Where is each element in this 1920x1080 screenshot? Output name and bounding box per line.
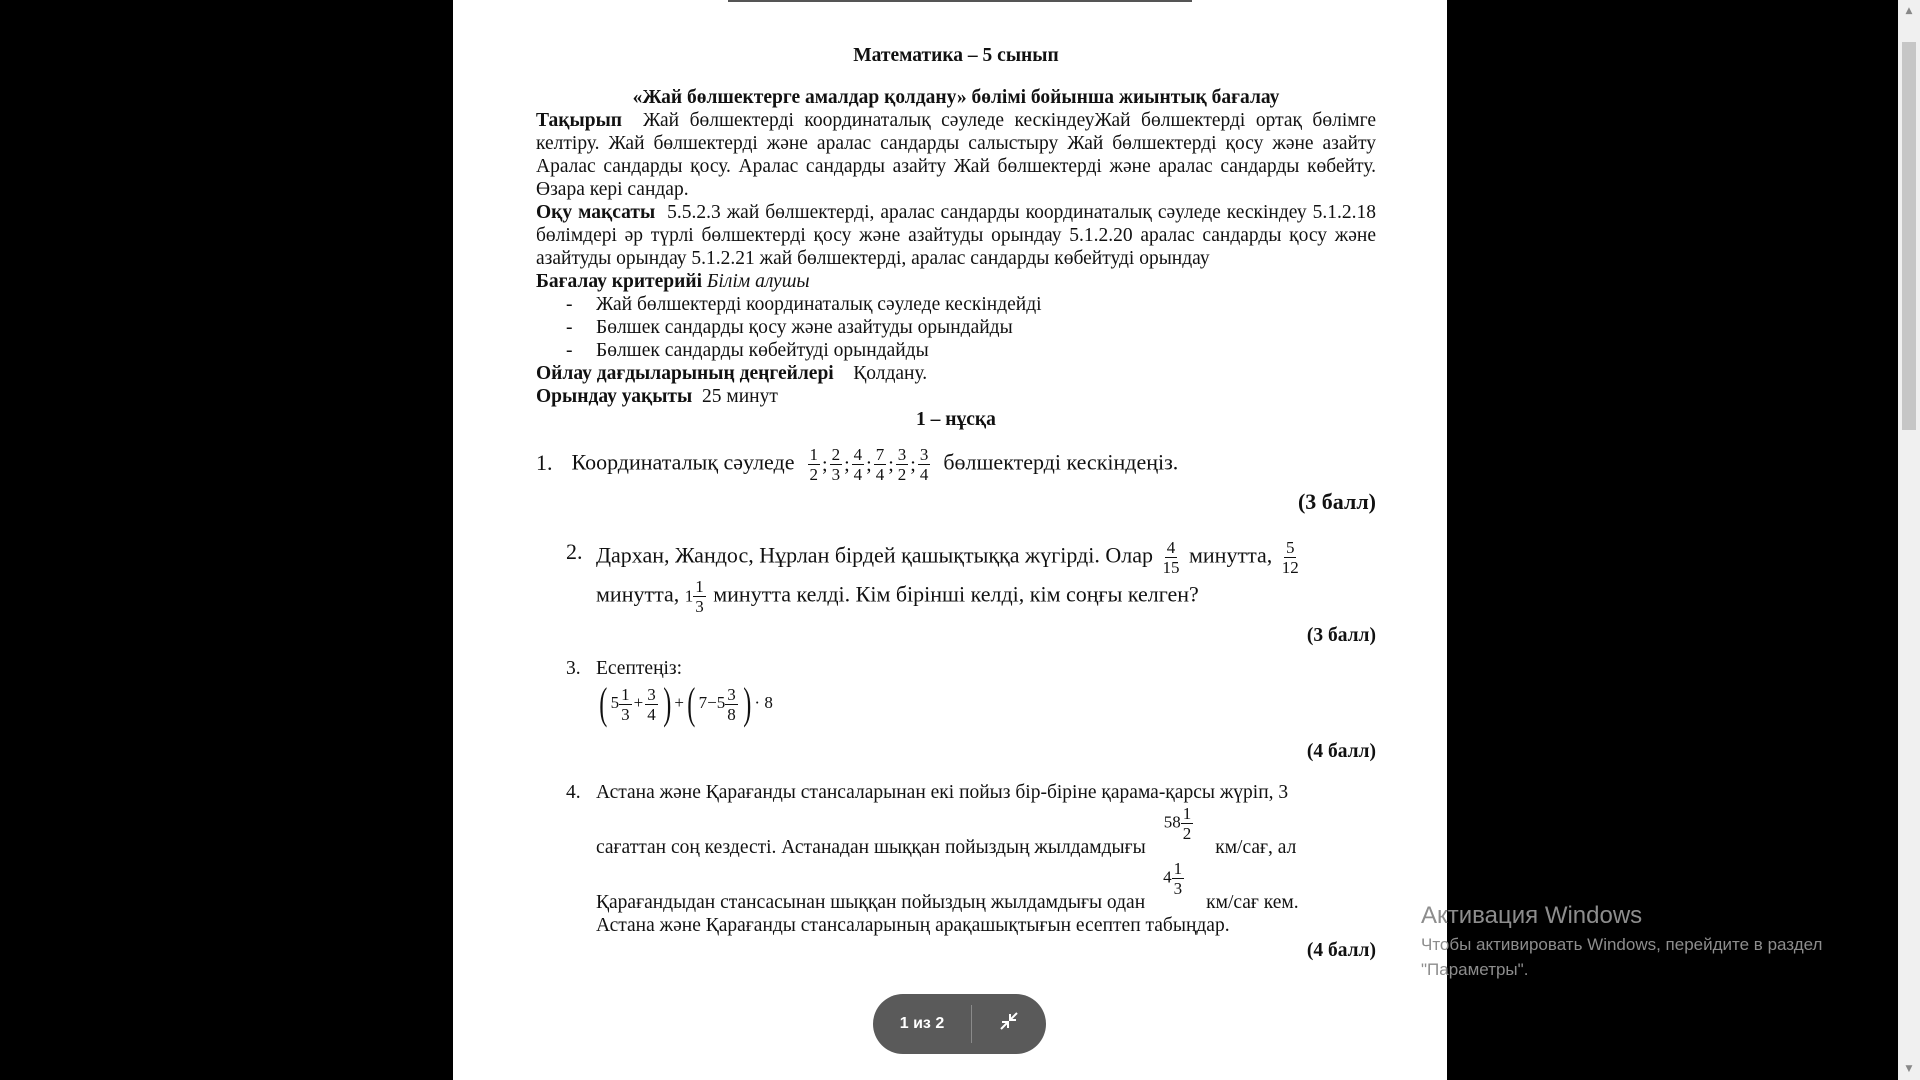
q4-line3: Қарағандыдан стансасынан шыққан пойыздың жылдамдығы одан [596,892,1146,913]
time-label: Орындау уақыты [536,386,693,407]
q1-fraction: $\frac{2}{3}$ [831,445,841,484]
levels-value: Қолдану. [853,363,928,384]
time-line [536,385,1376,408]
page-indicator [873,994,1046,1054]
q4-line2-row [596,804,1376,859]
time-value: 25 минут [701,386,778,407]
q1-number: 1. [536,449,553,475]
q2-frac2: $\frac{5}{12}$ [1281,538,1299,577]
criteria-label: Бағалау критерийі [536,271,703,292]
question-4 [536,781,1376,937]
doc-subtitle: «Жай бөлшектерге амалдар қолдану» бөлімі бойынша жиынтық бағалау [632,87,1280,108]
q4-line2: сағаттан соң кездесті. Астанадан шыққан пойыздың жылдамдығы [596,837,1146,858]
variant-heading: 1 – нұсқа [916,409,996,430]
q1-text-after: бөлшектерді кескіндеңіз. [943,449,1179,475]
scrollbar-thumb[interactable] [1902,42,1916,430]
levels-line [536,362,1376,385]
topic-text: Жай бөлшектерді координаталық сәуледе кескіндеуЖай бөлшектерді ортақ бөлімге келтіру. Жай бөлшектерді және аралас сандарды салыстыру Жай бөлшектерді қосу және азайту Аралас сандарды қосу. Аралас сандарды азайту Жай бөлшектерді және аралас сандарды көбейту. Өзара кері сандар. [536,110,1376,200]
criteria-item: - Бөлшек сандарды қосу және азайтуды орындайды [566,317,1013,338]
windows-activation-watermark [1421,900,1891,982]
question-3 [536,657,1376,726]
q1-fraction: $\frac{4}{4}$ [853,445,863,484]
goal-label: Оқу мақсаты [536,202,656,223]
criteria-item: - Бөлшек сандарды көбейтуді орындайды [566,340,929,361]
topic-paragraph [536,109,1376,201]
q2-text1: Дархан, Жандос, Нұрлан бірдей қашықтыққа жүгірді. Олар [596,542,1153,568]
q2-mid1: минутта, [1188,542,1273,568]
q4-score: (4 балл) [1306,940,1376,961]
q3-score: (4 балл) [1306,741,1376,762]
levels-label: Ойлау дағдыларының деңгейлері [536,363,834,384]
q4-number: 4. [566,782,581,803]
q1-separator: ; [888,453,894,476]
q2-score: (3 балл) [1306,625,1376,646]
criteria-italic: Білім алушы [706,271,810,292]
q1-separator: ; [822,453,828,476]
criteria-item: - Жай бөлшектерді координаталық сәуледе кескіндейді [566,294,1042,315]
q4-line3-row [596,859,1376,914]
q4-speed1: 58 $\frac{1}{2}$ [1163,804,1192,843]
goal-paragraph [536,201,1376,270]
q2-frac3: $\frac{1}{3}$ [695,577,704,616]
q4-speed2: 4 $\frac{1}{3}$ [1163,859,1183,898]
q2-text2: минутта, [596,581,680,607]
q3-expression: ( 5 $\frac{1}{3}$ + $\frac{3}{4}$ ) +( 7−5 $\frac{3}{8}$ ) · 8 [599,679,773,728]
question-1 [536,445,1376,484]
q2-whole3: 1 [684,586,694,606]
arrow-up-icon[interactable]: ▲ [1905,6,1913,16]
q1-fraction: $\frac{1}{2}$ [809,445,818,484]
q4-unit1: км/сағ, ал [1215,837,1297,858]
goal-text: 5.5.2.3 жай бөлшектерді, аралас сандарды координаталық сәуледе кескіндеу 5.1.2.18 бөлімдері әр түрлі бөлшектерді қосу және азайтуды орындау 5.1.2.20 аралас сандарды қосу және азайтуды орындау 5.1.2.21 жай бөлшектерді, аралас сандарды көбейтуді орындау [536,202,1377,269]
document-page [453,0,1447,1080]
q1-separator: ; [844,453,850,476]
vertical-scrollbar[interactable] [1898,0,1920,1080]
q3-number: 3. [566,658,581,679]
q4-line1: Астана және Қарағанды стансаларынан екі пойыз бір-біріне қарама-қарсы жүріп, 3 [596,782,1289,803]
q4-unit2: км/сағ кем. [1206,892,1299,913]
q4-line4: Астана және Қарағанды стансаларының арақашықтығын есептеп табыңдар. [596,915,1230,936]
arrow-down-icon[interactable]: ▼ [1905,1064,1913,1074]
q1-score: (3 балл) [1297,489,1376,514]
doc-title: Математика – 5 сынып [853,45,1059,66]
collapse-arrows-icon[interactable] [972,1011,1046,1037]
criteria-heading [536,270,1376,293]
q1-separator: ; [910,453,916,476]
q1-fractions [806,445,933,484]
q1-fraction: $\frac{7}{4}$ [875,445,885,484]
page-top-line [728,0,1192,2]
page-counter: 1 из 2 [899,1015,945,1032]
q1-fraction: $\frac{3}{4}$ [919,445,929,484]
watermark-title: Активация Windows [1421,902,1643,929]
watermark-text: Чтобы активировать Windows, перейдите в раздел "Параметры". [1421,935,1823,979]
q1-fraction: $\frac{3}{2}$ [897,445,907,484]
q2-number: 2. [566,539,583,564]
topic-label: Тақырып [536,110,623,131]
page-content [536,44,1376,962]
q3-label: Есептеңіз: [596,658,683,679]
q2-text3: минутта келді. Кім бірінші келді, кім соңғы келген? [713,581,1199,607]
q2-frac1: $\frac{4}{15}$ [1162,538,1180,577]
question-2 [536,538,1376,616]
q1-text-before: Координаталық сәуледе [571,449,795,475]
q1-separator: ; [866,453,872,476]
